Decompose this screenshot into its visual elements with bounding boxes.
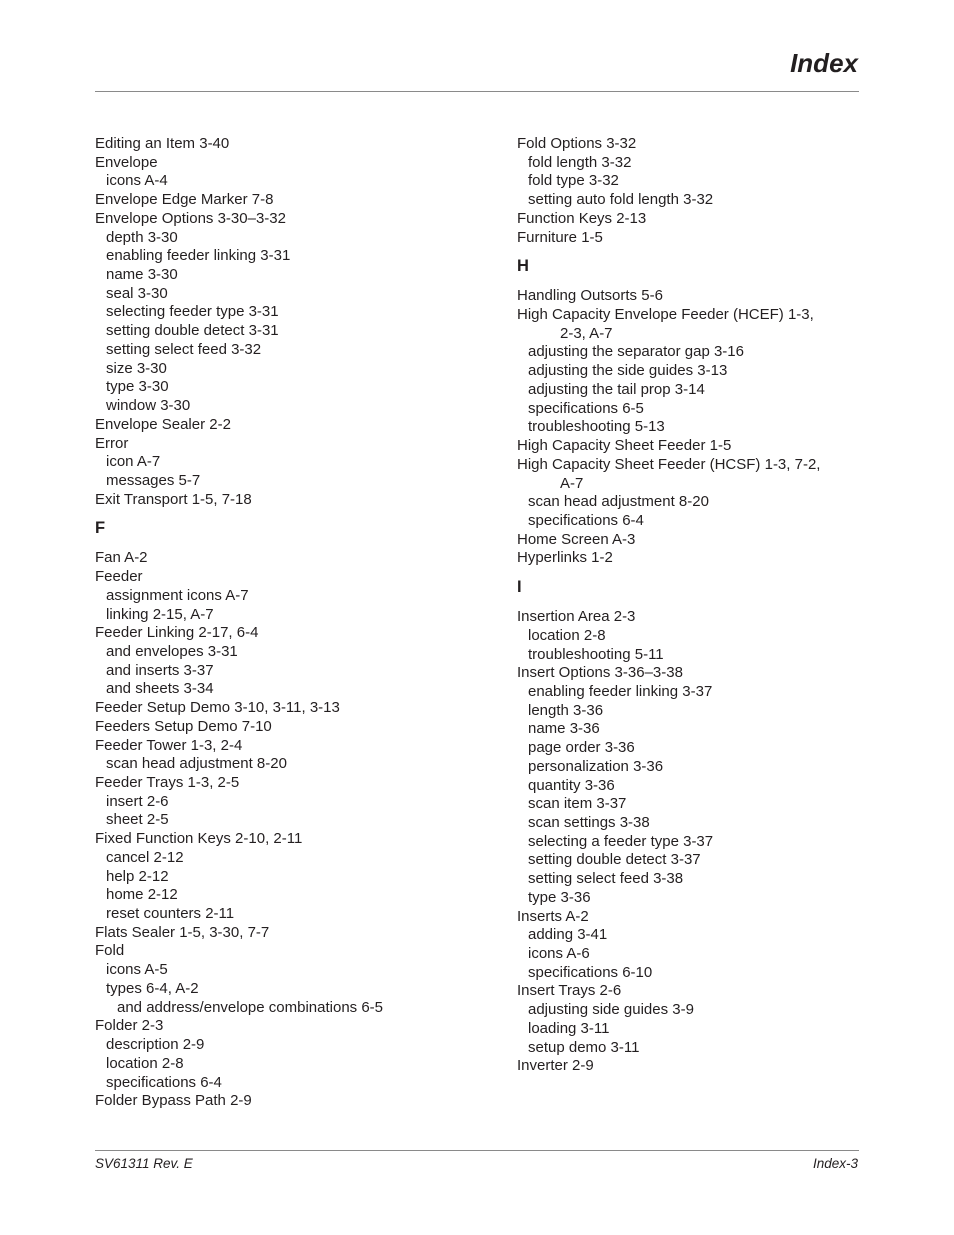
index-entry: Folder 2-3 (95, 1017, 164, 1035)
index-subentry: and address/envelope combinations 6-5 (117, 998, 384, 1016)
index-subentry: sheet 2-5 (106, 811, 169, 829)
index-subentry: description 2-9 (106, 1036, 205, 1054)
index-entry: Home Screen A-3 (517, 530, 636, 548)
page-number: Index-3 (812, 1156, 858, 1171)
index-entry: Folder Bypass Path 2-9 (95, 1092, 252, 1110)
index-subentry: messages 5-7 (106, 471, 201, 489)
index-subentry: icons A-5 (106, 961, 168, 979)
index-subentry: length 3-36 (528, 701, 604, 719)
index-subentry: troubleshooting 5-11 (528, 645, 664, 663)
index-subentry: location 2-8 (528, 626, 606, 644)
index-subentry: and inserts 3-37 (106, 661, 214, 679)
index-subentry: enabling feeder linking 3-37 (528, 682, 713, 700)
index-entry: Furniture 1-5 (517, 228, 603, 246)
index-entry-continuation: 2-3, A-7 (560, 324, 613, 342)
index-subentry: window 3-30 (106, 397, 191, 415)
index-subentry: quantity 3-36 (528, 776, 615, 794)
index-entry: Fixed Function Keys 2-10, 2-11 (95, 830, 303, 848)
index-subentry: setting select feed 3-38 (528, 870, 684, 888)
index-entry: Editing an Item 3-40 (95, 135, 230, 152)
index-entry: Inserts A-2 (517, 907, 589, 925)
index-subentry: adjusting the separator gap 3-16 (528, 343, 744, 361)
index-subentry: type 3-30 (106, 378, 169, 396)
page-title: Index (790, 48, 858, 78)
index-entry: Insert Trays 2-6 (517, 982, 622, 1000)
header-divider (95, 91, 859, 92)
index-entry: High Capacity Sheet Feeder 1-5 (517, 437, 732, 455)
index-subentry: help 2-12 (106, 867, 169, 885)
index-entry: Feeders Setup Demo 7-10 (95, 717, 272, 735)
index-entry: Feeder Linking 2-17, 6-4 (95, 624, 259, 642)
index-subentry: linking 2-15, A-7 (106, 605, 214, 623)
index-subentry: type 3-36 (528, 888, 591, 906)
section-letter: I (517, 578, 522, 597)
index-subentry: and sheets 3-34 (106, 680, 214, 698)
index-subentry: scan head adjustment 8-20 (528, 493, 709, 511)
index-subentry: selecting a feeder type 3-37 (528, 832, 714, 850)
index-column-left (95, 135, 495, 1111)
index-subentry: depth 3-30 (106, 228, 178, 246)
index-subentry: location 2-8 (106, 1054, 184, 1072)
index-entry: Feeder Tower 1-3, 2-4 (95, 736, 243, 754)
index-subentry: size 3-30 (106, 359, 167, 377)
index-subentry: adjusting the side guides 3-13 (528, 362, 728, 380)
index-subentry: specifications 6-4 (528, 511, 644, 529)
index-subentry: name 3-30 (106, 266, 178, 284)
index-entry: Hyperlinks 1-2 (517, 549, 613, 567)
index-subentry: specifications 6-5 (528, 399, 644, 417)
index-subentry: cancel 2-12 (106, 848, 184, 866)
index-subentry: name 3-36 (528, 720, 600, 738)
index-entry: Insertion Area 2-3 (517, 608, 636, 626)
index-subentry: setting auto fold length 3-32 (528, 191, 714, 209)
section-letter: F (95, 519, 106, 538)
index-subentry: fold type 3-32 (528, 172, 619, 190)
index-subentry: setting double detect 3-31 (106, 322, 279, 340)
index-subentry: and envelopes 3-31 (106, 642, 238, 660)
index-subentry: scan settings 3-38 (528, 814, 650, 831)
index-subentry: insert 2-6 (106, 792, 169, 810)
index-entry: Fold Options 3-32 (517, 135, 637, 152)
index-entry: Fold (95, 942, 125, 960)
index-subentry: reset counters 2-11 (106, 905, 235, 923)
index-entry: Handling Outsorts 5-6 (517, 287, 663, 305)
index-subentry: enabling feeder linking 3-31 (106, 247, 291, 265)
index-subentry: types 6-4, A-2 (106, 979, 199, 997)
index-subentry: setting double detect 3-37 (528, 851, 701, 869)
index-subentry: personalization 3-36 (528, 757, 664, 775)
index-subentry: setting select feed 3-32 (106, 340, 262, 358)
index-entry: Feeder Trays 1-3, 2-5 (95, 774, 240, 791)
index-subentry: specifications 6-10 (528, 963, 653, 981)
index-entry: Inverter 2-9 (517, 1057, 594, 1075)
index-subentry: setup demo 3-11 (528, 1038, 640, 1056)
index-entry: Fan A-2 (95, 549, 148, 567)
index-entry: Exit Transport 1-5, 7-18 (95, 490, 252, 508)
index-subentry: icons A-6 (528, 945, 590, 963)
index-entry: Feeder Setup Demo 3-10, 3-11, 3-13 (95, 699, 340, 717)
index-entry: Envelope Options 3-30–3-32 (95, 209, 286, 227)
index-entry: Insert Options 3-36–3-38 (517, 664, 683, 682)
index-subentry: home 2-12 (106, 886, 178, 904)
index-entry: Function Keys 2-13 (517, 209, 647, 227)
index-entry: Envelope Sealer 2-2 (95, 415, 231, 433)
index-entry-continuation: A-7 (560, 474, 584, 492)
index-entry: Error (95, 434, 129, 452)
index-subentry: scan item 3-37 (528, 795, 627, 813)
index-entry: Flats Sealer 1-5, 3-30, 7-7 (95, 923, 270, 941)
footer-divider (95, 1150, 859, 1151)
index-subentry: page order 3-36 (528, 739, 635, 757)
index-entry: High Capacity Envelope Feeder (HCEF) 1-3, (517, 306, 814, 324)
index-column-right (517, 135, 859, 1076)
index-subentry: adding 3-41 (528, 926, 608, 944)
index-entry: Envelope Edge Marker 7-8 (95, 191, 274, 209)
index-subentry: troubleshooting 5-13 (528, 418, 665, 436)
index-subentry: seal 3-30 (106, 284, 168, 302)
index-subentry: specifications 6-4 (106, 1073, 222, 1091)
section-letter: H (517, 257, 529, 276)
document-id: SV61311 Rev. E (95, 1156, 193, 1171)
index-subentry: assignment icons A-7 (106, 586, 249, 604)
index-entry: High Capacity Sheet Feeder (HCSF) 1-3, 7-2, (517, 455, 821, 473)
index-subentry: scan head adjustment 8-20 (106, 755, 287, 773)
index-subentry: adjusting side guides 3-9 (528, 1001, 694, 1019)
index-subentry: fold length 3-32 (528, 153, 632, 171)
index-subentry: icon A-7 (106, 453, 161, 471)
index-subentry: selecting feeder type 3-31 (106, 303, 279, 321)
index-subentry: adjusting the tail prop 3-14 (528, 380, 705, 398)
index-entry: Envelope (95, 153, 158, 171)
index-entry: Feeder (95, 568, 143, 586)
index-subentry: loading 3-11 (528, 1019, 610, 1037)
index-subentry: icons A-4 (106, 172, 168, 190)
